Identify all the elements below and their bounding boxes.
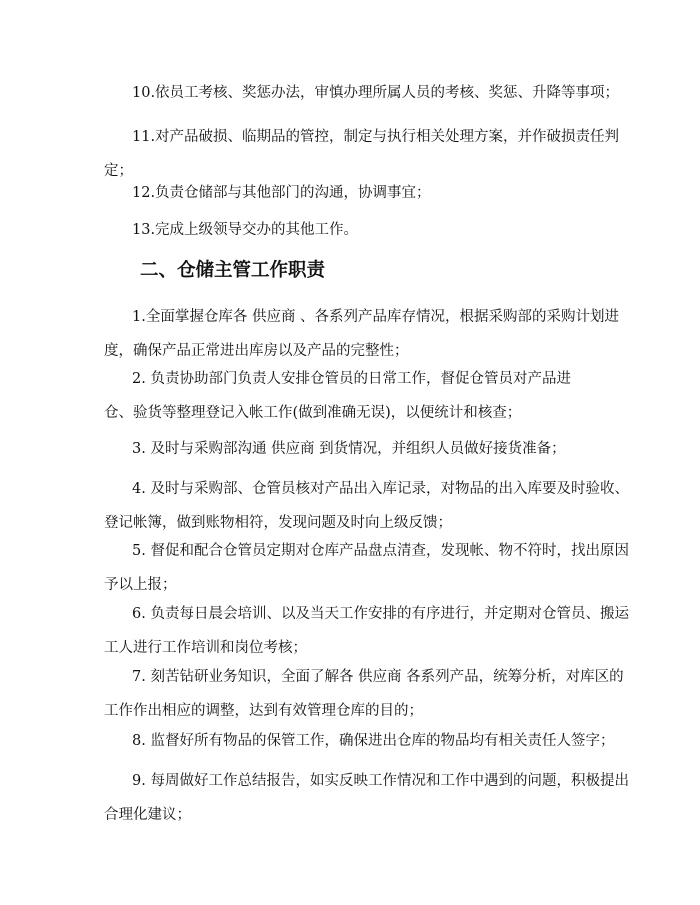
list-item <box>104 76 620 110</box>
paragraph-line: 予以上报； <box>104 577 177 593</box>
paragraph-line: 11.对产品破损、临期品的管控，制定与执行相关处理方案，并作破损责任判 <box>132 129 620 145</box>
list-item <box>104 764 629 832</box>
list-item <box>104 660 624 728</box>
paragraph-line: 工作作出相应的调整，达到有效管理仓库的目的； <box>104 703 423 719</box>
paragraph-line: 6. 负责每日晨会培训、以及当天工作安排的有序进行，并定期对仓管员、搬运 <box>132 606 629 622</box>
paragraph-line: 8. 监督好所有物品的保管工作，确保进出仓库的物品均有相关责任人签字； <box>132 733 615 749</box>
paragraph-line: 10.依员工考核、奖惩办法，审慎办理所属人员的考核、奖惩、升降等事项； <box>132 85 620 101</box>
paragraph-line: 合理化建议； <box>104 807 191 823</box>
list-item <box>104 176 604 210</box>
paragraph-line: 度，确保产品正常进出库房以及产品的完整性； <box>104 343 409 359</box>
paragraph-line: 仓、验货等整理登记入帐工作(做到准确无误)，以便统计和核查； <box>104 405 522 421</box>
section-heading: 二、仓储主管工作职责 <box>140 260 326 281</box>
list-item <box>104 472 629 540</box>
paragraph-line: 4. 及时与采购部、仓管员核对产品出入库记录，对物品的出入库要及时验收、 <box>132 481 629 497</box>
list-item <box>104 213 604 247</box>
paragraph-line: 登记帐簿，做到账物相符，发现问题及时向上级反馈； <box>104 515 452 531</box>
paragraph-line: 定； <box>104 163 133 179</box>
list-item <box>104 300 620 368</box>
list-item <box>104 362 604 396</box>
list-item <box>104 597 629 665</box>
paragraph-line: 13.完成上级领导交办的其他工作。 <box>132 222 359 238</box>
paragraph-line: 3. 及时与采购部沟通 供应商 到货情况，并组织人员做好接货准备； <box>132 441 566 457</box>
paragraph-line: 12.负责仓储部与其他部门的沟通，协调事宜； <box>132 185 431 201</box>
list-item <box>104 724 615 758</box>
list-item <box>104 396 604 430</box>
paragraph-line: 7. 刻苦钻研业务知识，全面了解各 供应商 各系列产品，统筹分析，对库区的 <box>132 669 624 685</box>
list-item <box>104 534 629 602</box>
paragraph-line: 5. 督促和配合仓管员定期对仓库产品盘点清查，发现帐、物不符时，找出原因 <box>132 543 629 559</box>
paragraph-line: 1.全面掌握仓库各 供应商 、各系列产品库存情况，根据采购部的采购计划进 <box>132 309 620 325</box>
paragraph-line: 9. 每周做好工作总结报告，如实反映工作情况和工作中遇到的问题，积极提出 <box>132 773 629 789</box>
paragraph-line: 2. 负责协助部门负责人安排仓管员的日常工作，督促仓管员对产品进 <box>132 371 571 387</box>
paragraph-line: 工人进行工作培训和岗位考核； <box>104 640 307 656</box>
list-item <box>104 432 604 466</box>
